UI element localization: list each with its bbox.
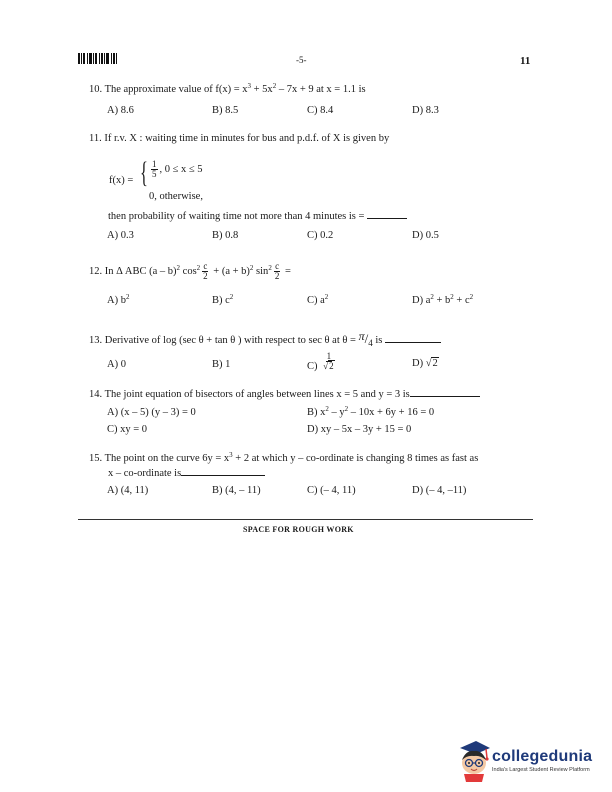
q14-number: 14. [89, 389, 103, 400]
q10-stem: The approximate value of $f(x) = x^3 + 5x^2 - 7x + 9$ at x = 1.1 is [104, 82, 366, 95]
divider-line [78, 519, 533, 520]
q15-option-b[interactable]: B) (4, – 11) [212, 485, 261, 496]
q14-option-a[interactable]: A) (x – 5) (y – 3) = 0 [107, 407, 196, 418]
q13-option-c[interactable]: C) $\frac{1}{√2}$ [307, 351, 334, 372]
q15-option-c[interactable]: C) (– 4, 11) [307, 485, 356, 496]
q14-stem: The joint equation of bisectors of angles between lines x = 5 and y = 3 is [104, 389, 410, 400]
question-10 [89, 84, 366, 95]
q12-option-a[interactable]: A) $b^2$ [107, 293, 130, 306]
q15-line-2: x – co-ordinate is [108, 467, 265, 479]
q11-option-a[interactable]: A) 0.3 [107, 230, 134, 241]
page-marker: -5- [296, 55, 307, 65]
q10-option-c[interactable]: C) 8.4 [307, 105, 334, 116]
q12-number: 12. [89, 265, 103, 277]
q11-option-d[interactable]: D) 0.5 [412, 230, 439, 241]
q15-stem: The point on the curve $6y = x^3 + 2$ at which y – co-ordinate is changing 8 times as fast as [104, 451, 479, 464]
q11-number: 11. [89, 133, 102, 144]
question-12 [89, 262, 291, 281]
question-14 [89, 388, 480, 400]
rough-work-label: SPACE FOR ROUGH WORK [243, 525, 354, 534]
q15-number: 15. [89, 453, 103, 464]
barcode [78, 53, 120, 64]
collegedunia-mascot-icon [452, 738, 492, 782]
q11-tail: then probability of waiting time not more than 4 minutes is = [108, 210, 407, 222]
question-13 [89, 331, 441, 347]
q13-option-b[interactable]: B) 1 [212, 359, 231, 370]
q11-brace: { [140, 156, 148, 189]
q11-case-2: 0, otherwise, [149, 191, 203, 202]
brand-name: collegedunia [492, 748, 593, 765]
q11-option-c[interactable]: C) 0.2 [307, 230, 334, 241]
question-11 [89, 133, 389, 144]
q11-stem: If r.v. X : waiting time in minutes for bus and p.d.f. of X is given by [104, 133, 390, 144]
q13-stem: Derivative of log (sec θ + tan θ ) with respect to sec θ at θ = π/4 is [104, 329, 383, 348]
q11-option-b[interactable]: B) 0.8 [212, 230, 239, 241]
q10-option-d[interactable]: D) 8.3 [412, 105, 439, 116]
page-number: 11 [520, 55, 531, 67]
q11-fx-label: f(x) = [109, 175, 134, 186]
q13-option-d[interactable]: D) √2 [412, 358, 438, 369]
q12-option-d[interactable]: D) $a^2 + b^2 + c^2$ [412, 293, 474, 306]
question-15 [89, 453, 478, 464]
q12-option-c[interactable]: C) $a^2$ [307, 293, 329, 306]
q10-number: 10. [89, 84, 103, 95]
q13-number: 13. [89, 335, 103, 346]
q10-option-b[interactable]: B) 8.5 [212, 105, 239, 116]
q14-option-d[interactable]: D) xy – 5x – 3y + 15 = 0 [307, 424, 412, 435]
q15-option-a[interactable]: A) (4, 11) [107, 485, 149, 496]
q15-option-d[interactable]: D) (– 4, –11) [412, 485, 467, 496]
q13-option-a[interactable]: A) 0 [107, 359, 126, 370]
brand-tagline: India's Largest Student Review Platform [492, 767, 590, 773]
q14-option-c[interactable]: C) xy = 0 [107, 424, 148, 435]
q10-option-a[interactable]: A) 8.6 [107, 105, 134, 116]
q12-option-b[interactable]: B) $c^2$ [212, 293, 234, 306]
q14-option-b[interactable]: B) $x^2 - y^2 - 10x + 6y + 16 = 0$ [307, 405, 435, 418]
q11-case-1: $\frac{1}{5}$ , 0 ≤ x ≤ 5 [152, 159, 203, 179]
q12-expression: In Δ ABC (a – b)$^2$ $\cos^2$ $\frac{c}{2}$ + $(a + b)^2$ $\sin^2$ $\frac{c}{2}$ = [104, 261, 291, 281]
